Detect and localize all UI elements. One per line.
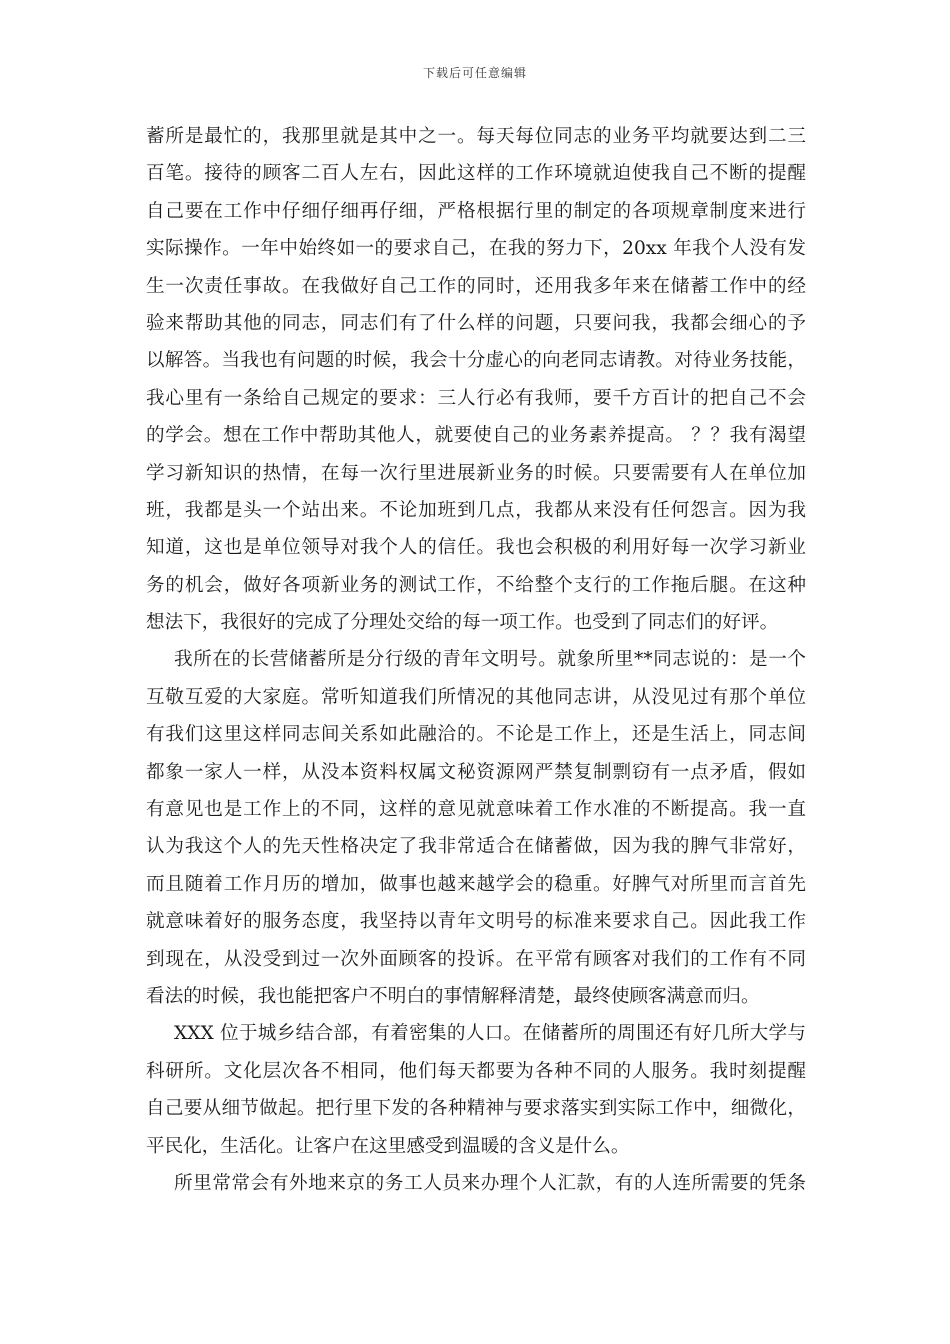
- text-line: 蓄所是最忙的，我那里就是其中之一。每天每位同志的业务平均就要达到二三: [146, 126, 806, 147]
- text-line: 自己要在工作中仔细仔细再仔细，严格根据行里的制定的各项规章制度来进行: [146, 200, 806, 222]
- text-line: 互敬互爱的大家庭。常听知道我们所情况的其他同志讲，从没见过有那个单位: [146, 686, 806, 708]
- text-line: 务的机会，做好各项新业务的测试工作，不给整个支行的工作拖后腿。在这种: [146, 574, 806, 596]
- text-line: 我所在的长营储蓄所是分行级的青年文明号。就象所里**同志说的：是一个: [174, 649, 806, 671]
- text-line: 验来帮助其他的同志，同志们有了什么样的问题，只要问我，我都会细心的予: [146, 312, 806, 334]
- page-header: 下载后可任意编辑: [422, 66, 527, 80]
- text-line: 我心里有一条给自己规定的要求：三人行必有我师，要千方百计的把自己不会: [146, 387, 806, 409]
- text-line: 所里常常会有外地来京的务工人员来办理个人汇款，有的人连所需要的凭条: [174, 1172, 806, 1194]
- text-line: 以解答。当我也有问题的时候，我会十分虚心的向老同志请教。对待业务技能，: [146, 350, 806, 372]
- document-body: [146, 118, 806, 1202]
- text-line: 看法的时候，我也能把客户不明白的事情解释清楚，最终使顾客满意而归。: [146, 985, 760, 1007]
- text-line: 平民化，生活化。让客户在这里感受到温暖的含义是什么。: [146, 1135, 630, 1157]
- text-line: XXX 位于城乡结合部，有着密集的人口。在储蓄所的周围还有好几所大学与: [174, 1023, 806, 1045]
- text-line: 班，我都是头一个站出来。不论加班到几点，我都从来没有任何怨言。因为我: [146, 499, 806, 521]
- paragraph: [146, 641, 806, 1015]
- paragraph: [146, 1015, 806, 1165]
- text-line: 都象一家人一样，从没本资料权属文秘资源网严禁复制剽窃有一点矛盾，假如: [146, 761, 806, 783]
- text-line: 学习新知识的热情，在每一次行里进展新业务的时候。只要需要有人在单位加: [146, 462, 806, 484]
- text-line: 生一次责任事故。在我做好自己工作的同时，还用我多年来在储蓄工作中的经: [146, 275, 806, 297]
- text-line: 自己要从细节做起。把行里下发的各种精神与要求落实到实际工作中，细微化，: [146, 1098, 806, 1120]
- text-line: 有我们这里这样同志间关系如此融洽的。不论是工作上，还是生活上，同志间: [146, 724, 806, 746]
- paragraph: [146, 118, 806, 641]
- text-line: 而且随着工作月历的增加，做事也越来越学会的稳重。好脾气对所里而言首先: [146, 873, 806, 895]
- text-line: 科研所。文化层次各不相同，他们每天都要为各种不同的人服务。我时刻提醒: [146, 1060, 806, 1082]
- text-line: 想法下，我很好的完成了分理处交给的每一项工作。也受到了同志们的好评。: [146, 612, 779, 634]
- paragraph: [146, 1165, 806, 1202]
- text-line: 知道，这也是单位领导对我个人的信任。我也会积极的利用好每一次学习新业: [146, 537, 806, 559]
- text-line: 实际操作。一年中始终如一的要求自己，在我的努力下，20xx 年我个人没有发: [146, 238, 806, 260]
- text-line: 认为我这个人的先天性格决定了我非常适合在储蓄做，因为我的脾气非常好，: [146, 836, 806, 858]
- text-line: 就意味着好的服务态度，我坚持以青年文明号的标准来要求自己。因此我工作: [146, 911, 806, 933]
- text-line: 有意见也是工作上的不同，这样的意见就意味着工作水准的不断提高。我一直: [146, 799, 806, 821]
- text-line: 到现在，从没受到过一次外面顾客的投诉。在平常有顾客对我们的工作有不同: [146, 948, 806, 970]
- text-line: 百笔。接待的顾客二百人左右，因此这样的工作环境就迫使我自己不断的提醒: [146, 163, 806, 185]
- text-line: 的学会。想在工作中帮助其他人，就要使自己的业务素养提高。 ？？我有渴望: [146, 425, 806, 447]
